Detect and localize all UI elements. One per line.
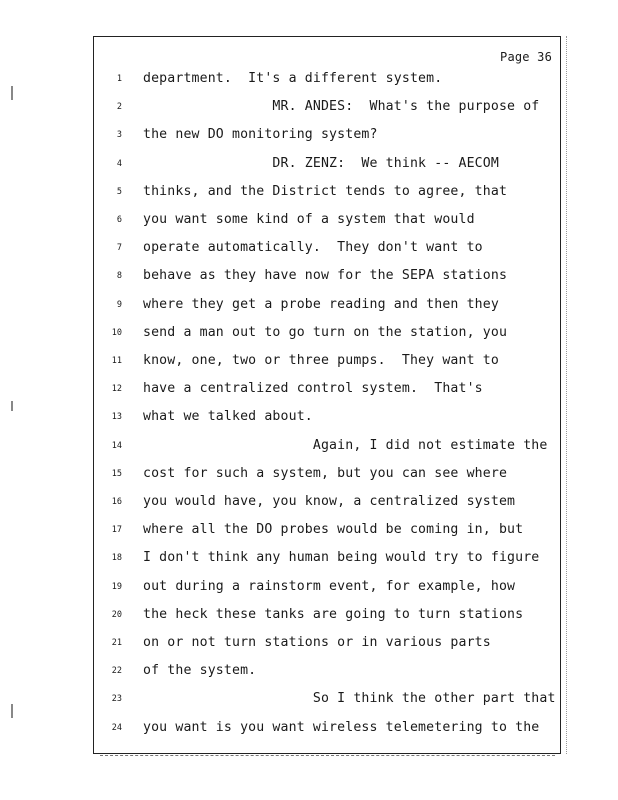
- transcript-line: [94, 492, 560, 512]
- line-text: on or not turn stations or in various parts: [143, 635, 491, 650]
- line-number: 23: [111, 694, 122, 705]
- transcript-line: [94, 520, 560, 540]
- line-text: cost for such a system, but you can see where: [143, 465, 508, 481]
- transcript-line: [94, 436, 560, 456]
- transcript-line: [94, 351, 560, 371]
- line-text: department. It's a different system.: [143, 71, 443, 86]
- line-text: you would have, you know, a centralized system: [143, 494, 516, 509]
- line-text: DR. ZENZ: We think -- AECOM: [143, 155, 499, 171]
- scan-artifact-mark: [11, 86, 13, 100]
- transcript-page: [93, 36, 561, 754]
- transcript-line: [94, 718, 560, 738]
- line-text: know, one, two or three pumps. They want to: [143, 353, 499, 368]
- line-text: where they get a probe reading and then they: [143, 296, 499, 312]
- line-text: I don't think any human being would try to figure: [143, 550, 540, 566]
- footer-rule: [100, 755, 555, 756]
- transcript-line: [94, 464, 560, 484]
- line-text: operate automatically. They don't want to: [143, 240, 483, 256]
- line-text: the heck these tanks are going to turn stations: [143, 606, 524, 622]
- scan-artifact-mark: [11, 704, 13, 718]
- line-number: 24: [111, 722, 122, 733]
- transcript-line: [94, 323, 560, 343]
- line-text: of the system.: [143, 663, 257, 679]
- line-number: 11: [111, 356, 122, 366]
- transcript-line: [94, 379, 560, 399]
- line-text: out during a rainstorm event, for example, how: [143, 578, 516, 594]
- line-number: 12: [111, 384, 122, 395]
- line-text: thinks, and the District tends to agree, that: [143, 183, 508, 199]
- line-number: 17: [111, 525, 122, 536]
- line-number: 14: [111, 440, 122, 451]
- line-text: send a man out to go turn on the station, you: [143, 324, 508, 340]
- line-text: where all the DO probes would be coming in, but: [143, 522, 524, 538]
- transcript-line: [94, 577, 560, 597]
- line-number: 8: [116, 271, 122, 282]
- scan-artifact-mark: [11, 401, 13, 411]
- transcript-line: [94, 605, 560, 625]
- transcript-line: [94, 154, 560, 174]
- page-number: Page 36: [500, 50, 552, 64]
- transcript-line: [94, 182, 560, 202]
- transcript-line: [94, 97, 560, 117]
- transcript-line: [94, 238, 560, 258]
- line-number: 13: [111, 412, 122, 423]
- transcript-line: [94, 689, 560, 709]
- line-number: 10: [111, 327, 122, 338]
- transcript-line: [94, 266, 560, 286]
- line-text: have a centralized control system. That's: [143, 381, 483, 397]
- line-text: you want some kind of a system that would: [143, 212, 475, 227]
- line-text: you want is you want wireless telemetering to the: [143, 719, 540, 735]
- page-edge-border: [566, 36, 567, 754]
- line-number: 19: [111, 581, 122, 592]
- transcript-line: [94, 633, 560, 653]
- line-number: 1: [116, 74, 122, 84]
- line-number: 5: [116, 186, 122, 197]
- line-number: 22: [111, 666, 122, 677]
- transcript-line: [94, 295, 560, 315]
- line-number: 4: [116, 158, 122, 169]
- line-text: what we talked about.: [143, 409, 313, 425]
- line-number: 6: [116, 215, 122, 225]
- line-number: 2: [116, 102, 122, 113]
- line-number: 18: [111, 553, 122, 564]
- line-number: 3: [116, 130, 122, 141]
- transcript-line: [94, 125, 560, 145]
- line-text: So I think the other part that: [143, 691, 556, 707]
- transcript-line: [94, 661, 560, 681]
- transcript-line: [94, 407, 560, 427]
- line-number: 9: [116, 299, 122, 310]
- line-text: the new DO monitoring system?: [143, 127, 378, 143]
- transcript-line: [94, 548, 560, 568]
- line-text: behave as they have now for the SEPA stations: [143, 268, 508, 284]
- line-number: 16: [111, 497, 122, 507]
- line-number: 20: [111, 609, 122, 620]
- transcript-line: [94, 210, 560, 230]
- line-number: 7: [116, 243, 122, 254]
- line-number: 21: [111, 638, 122, 648]
- line-text: MR. ANDES: What's the purpose of: [143, 99, 540, 115]
- line-number: 15: [111, 468, 122, 479]
- transcript-line: [94, 69, 560, 89]
- line-text: Again, I did not estimate the: [143, 437, 548, 453]
